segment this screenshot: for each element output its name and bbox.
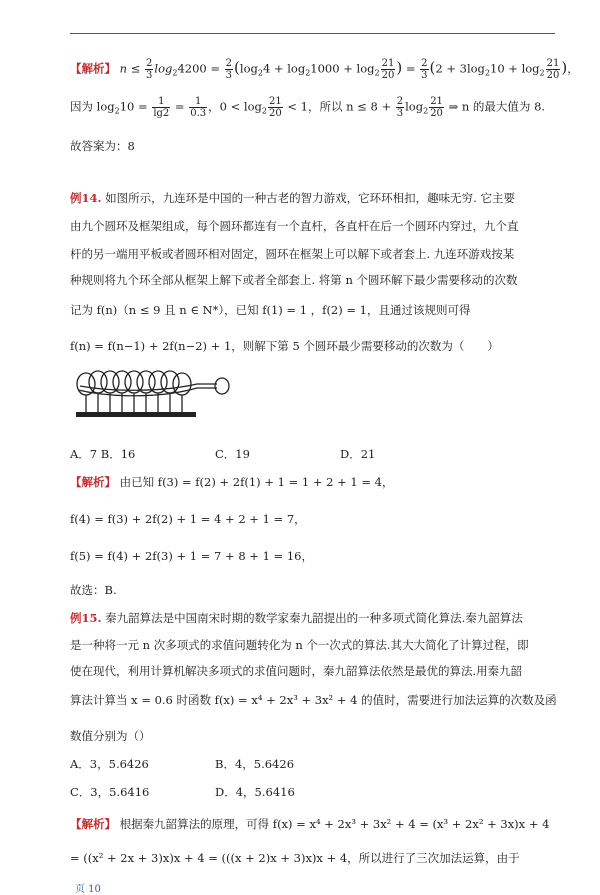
ex15-line1: 例15. 秦九韶算法是中国南宋时期的数学家秦九韶提出的一种多项式简化算法.秦九韶算法 [70,611,523,625]
ex14-line5: 记为 f(n)（n ≤ 9 且 n ∈ N*），已知 f(1) = 1 ，f(2) = 1，且通过该规则可得 [70,303,471,317]
ex15-solution-line1: 【解析】 根据秦九韶算法的原理，可得 f(x) = x⁴ + 2x³ + 3x² + 4 = (x³ + 2x² + 3x)x + 4 [70,817,550,831]
ex14-solution-line2: f(4) = f(3) + 2f(2) + 1 = 4 + 2 + 1 = 7， [70,512,306,526]
solution-13-line2: 因为 $\log_210$ = $\frac{1}{\lg 2}$ = $\frac{1}{0.3}$ ，$0 < \log_2$ $\frac{21}{20}$ < 1，所以 n ≤ 8 + $\frac{2}{3}$ $\log_2$ $\frac{21}{20}$ ⇒ n 的最大值为 8. [70,96,546,119]
analysis-tag: 【解析】 [70,61,116,76]
ex14-option-ab: A．7 B．16 [70,447,136,461]
ex15-line3: 使在现代，利用计算机解决多项式的求值问题时，秦九韶算法依然是最优的算法.用秦九韶 [70,664,523,678]
ex15-option-b: B．4，5.6426 [215,757,295,771]
ex14-line3: 杆的另一端用平板或者圆环相对固定，圆环在框架上可以解下或者套上. 九连环游戏按某 [70,247,515,261]
ex15-option-d: D．4，5.6416 [215,785,295,799]
page-number: 页 10 [75,884,101,895]
ex14-option-c: C．19 [215,447,250,461]
ex15-option-a: A．3，5.6426 [70,757,149,771]
ex15-solution-line2: = ((x² + 2x + 3)x)x + 4 = (((x + 2)x + 3)x)x + 4，所以进行了三次加法运算，由于 [70,851,520,865]
ex14-line6: f(n) = f(n−1) + 2f(n−2) + 1，则解下第 5 个圆环最少需要移动的次数为（ ） [70,339,499,353]
ex14-line1: 例14. 如图所示，九连环是中国的一种古老的智力游戏，它环环相扣，趣味无穷. 它主要 [70,191,515,205]
answer-13: 故答案为：8 [70,139,135,153]
solution-13-line1: 【解析】 n ≤ $\frac{2}{3}$ $\log_24200$ = $\frac{2}{3}$ ($\log_24 + \log_21000 + \log_2$ $\frac{21}{20}$ ) = $\frac{2}{3}$ ($2 + 3\log_210 + \log_2$ $\frac{21}{20}$ )， [70,58,579,81]
nine-linked-rings-image [72,368,237,430]
ex14-option-d: D．21 [340,447,376,461]
ex15-line5: 数值分别为（） [70,729,151,743]
ex15-line2: 是一种将一元 n 次多项式的求值问题转化为 n 个一次式的算法.其大大简化了计算过程，即 [70,638,529,652]
ex15-line4: 算法计算当 x = 0.6 时函数 f(x) = x⁴ + 2x³ + 3x² + 4 的值时，需要进行加法运算的次数及函 [70,693,557,707]
ex14-solution-line3: f(5) = f(4) + 2f(3) + 1 = 7 + 8 + 1 = 16， [70,549,313,563]
ex14-choice: 故选：B. [70,583,117,597]
ex14-solution-line1: 【解析】 由已知 f(3) = f(2) + 2f(1) + 1 = 1 + 2 + 1 = 4， [70,475,394,489]
ex15-tag: 例15. [70,611,102,625]
header-rule [70,33,555,34]
ex14-line4: 种规则将九个环全部从框架上解下或者全部套上. 将第 n 个圆环解下最少需要移动的次数 [70,273,518,287]
ex14-tag: 例14. [70,191,102,205]
ex15-option-c: C．3，5.6416 [70,785,150,799]
ex14-line2: 由九个圆环及框架组成，每个圆环都连有一个直杆，各直杆在后一个圆环内穿过，九个直 [70,219,519,233]
